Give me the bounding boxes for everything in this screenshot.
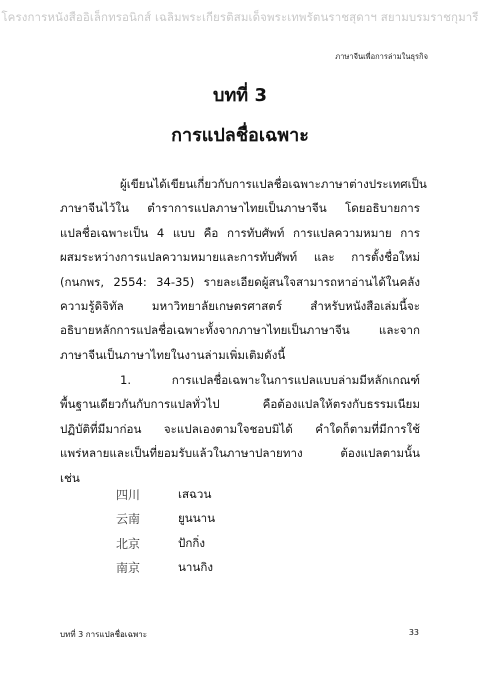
example-thai: ยูนนาน xyxy=(178,511,216,526)
example-row xyxy=(116,535,336,559)
paragraph-line: แปลชื่อเฉพาะเป็น 4 แบบ คือ การทับศัพท์ การแปลความหมาย การ xyxy=(60,225,420,240)
paragraph-line: ผสมระหว่างการแปลความหมายและการทับศัพท์ และ การตั้งชื่อใหม่ xyxy=(60,250,420,265)
paragraph-line: แพร่หลายและเป็นที่ยอมรับแล้วในภาษาปลายทาง ต้องแปลตามนั้น xyxy=(60,446,420,461)
example-chinese: 云南 xyxy=(116,512,141,527)
paragraph-line: (กนกพร, 2554: 34-35) รายละเอียดผู้สนใจสามารถหาอ่านได้ในคลัง xyxy=(60,274,420,289)
chapter-label: บทที่ 3 xyxy=(213,85,267,106)
paragraph-line: พื้นฐานเดียวกันกับการแปลทั่วไป คือต้องแปลให้ตรงกับธรรมเนียม xyxy=(60,397,420,412)
paragraph-line: ผู้เขียนได้เขียนเกี่ยวกับการแปลชื่อเฉพาะภาษาต่างประเทศเป็น xyxy=(120,177,427,191)
paragraph-intro xyxy=(60,172,427,367)
example-row xyxy=(116,486,336,510)
paragraph-line: 1. การแปลชื่อเฉพาะในการแปลแบบล่ามมีหลักเกณฑ์ xyxy=(120,373,420,387)
footer-chapter: บทที่ 3 การแปลชื่อเฉพาะ xyxy=(60,630,148,639)
example-chinese: 南京 xyxy=(116,561,141,576)
chapter-title: การแปลชื่อเฉพาะ xyxy=(171,125,309,146)
paragraph-rule-1 xyxy=(60,368,420,490)
example-chinese: 四川 xyxy=(116,488,141,502)
page-number: 33 xyxy=(408,628,419,637)
example-list xyxy=(116,486,336,584)
example-thai: ปักกิ่ง xyxy=(178,535,206,550)
example-thai: เสฉวน xyxy=(178,487,212,501)
example-chinese: 北京 xyxy=(116,536,141,551)
example-thai: นานกิง xyxy=(178,560,214,575)
paragraph-line: ภาษาจีนไว้ใน ตำราการแปลภาษาไทยเป็นภาษาจีน โดยอธิบายการ xyxy=(60,201,420,216)
paragraph-line: ปฏิบัติที่มีมาก่อน จะแปลเองตามใจชอบมิได้ คำใดก็ตามที่มีการใช้ xyxy=(60,421,420,436)
running-head: ภาษาจีนเพื่อการล่ามในธุรกิจ xyxy=(335,52,428,61)
paragraph-line: ความรู้ดิจิทัล มหาวิทยาลัยเกษตรศาสตร์ สำหรับหนังสือเล่มนี้จะ xyxy=(60,298,420,313)
example-row xyxy=(116,510,336,534)
paragraph-line: เช่น xyxy=(60,470,80,485)
example-row xyxy=(116,559,336,583)
watermark-header: โครงการหนังสืออิเล็กทรอนิกส์ เฉลิมพระเกียรติสมเด็จพระเทพรัตนราชสุดาฯ สยามบรมราชกุมารี xyxy=(1,10,479,24)
paragraph-line: ภาษาจีนเป็นภาษาไทยในงานล่ามเพิ่มเติมดังนี้ xyxy=(60,347,286,362)
paragraph-line: อธิบายหลักการแปลชื่อเฉพาะทั้งจากภาษาไทยเป็นภาษาจีน และจาก xyxy=(60,323,420,338)
